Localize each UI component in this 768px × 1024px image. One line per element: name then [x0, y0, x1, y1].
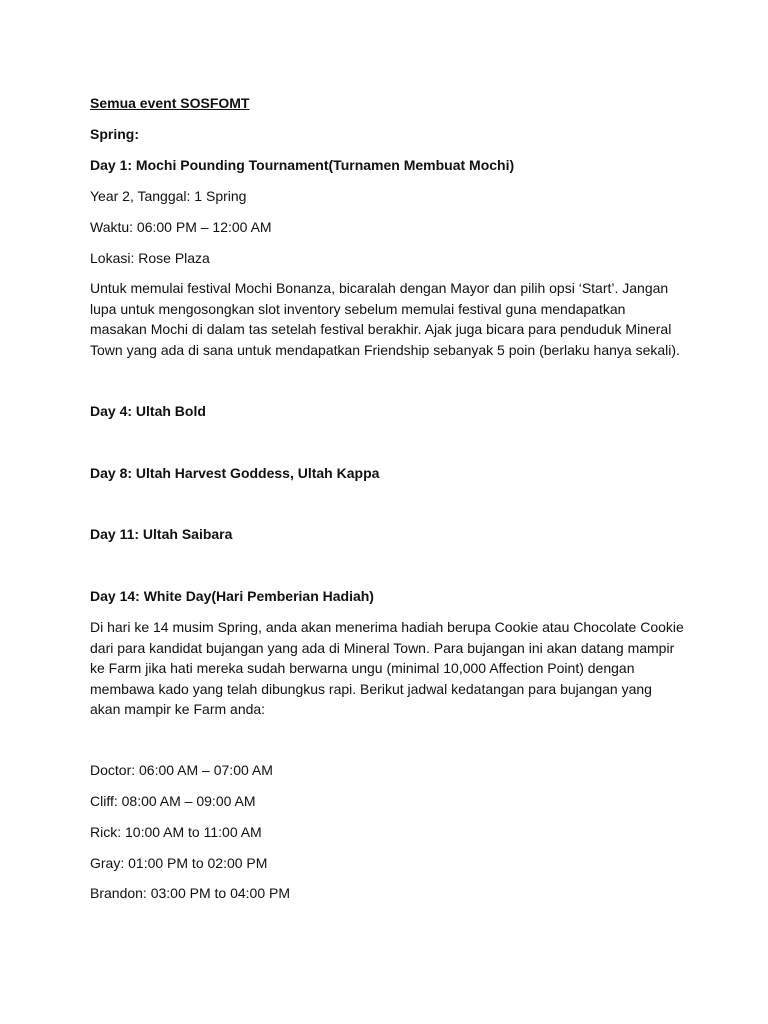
day1-date: Year 2, Tanggal: 1 Spring [90, 188, 247, 204]
day1-description: Untuk memulai festival Mochi Bonanza, bicaralah dengan Mayor dan pilih opsi ‘Start’. Jangan lupa untuk mengosongkan slot inventory sebelum memulai festival guna mendapatkan masakan Mochi di dalam tas setelah festival berakhir. Ajak juga bicara para penduduk Mineral Town yang ada di sana untuk mendapatkan Friendship sebanyak 5 poin (berlaku hanya sekali). [90, 280, 680, 358]
day14-description: Di hari ke 14 musim Spring, anda akan menerima hadiah berupa Cookie atau Chocolate Cookie dari para kandidat bujangan yang ada di Mineral Town. Para bujangan ini akan datang mampir ke Farm jika hati mereka sudah berwarna ungu (minimal 10,000 Affection Point) dengan membawa kado yang telah dibungkus rapi. Berikut jadwal kedatangan para bujangan yang akan mampir ke Farm anda: [90, 619, 684, 717]
schedule-item-doctor: Doctor: 06:00 AM – 07:00 AM [90, 762, 273, 778]
schedule-item-cliff: Cliff: 08:00 AM – 09:00 AM [90, 793, 256, 809]
day14-heading: Day 14: White Day(Hari Pemberian Hadiah) [90, 588, 374, 604]
season-heading: Spring: [90, 126, 139, 142]
day11-heading: Day 11: Ultah Saibara [90, 526, 233, 542]
schedule-item-brandon: Brandon: 03:00 PM to 04:00 PM [90, 885, 291, 901]
schedule-item-gray: Gray: 01:00 PM to 02:00 PM [90, 855, 268, 871]
day1-location: Lokasi: Rose Plaza [90, 250, 210, 266]
day8-heading: Day 8: Ultah Harvest Goddess, Ultah Kappa [90, 465, 380, 481]
day1-time: Waktu: 06:00 PM – 12:00 AM [90, 219, 272, 235]
schedule-item-rick: Rick: 10:00 AM to 11:00 AM [90, 824, 262, 840]
day1-heading: Day 1: Mochi Pounding Tournament(Turnamen Membuat Mochi) [90, 157, 515, 173]
day4-heading: Day 4: Ultah Bold [90, 403, 206, 419]
document-title: Semua event SOSFOMT [90, 95, 250, 111]
